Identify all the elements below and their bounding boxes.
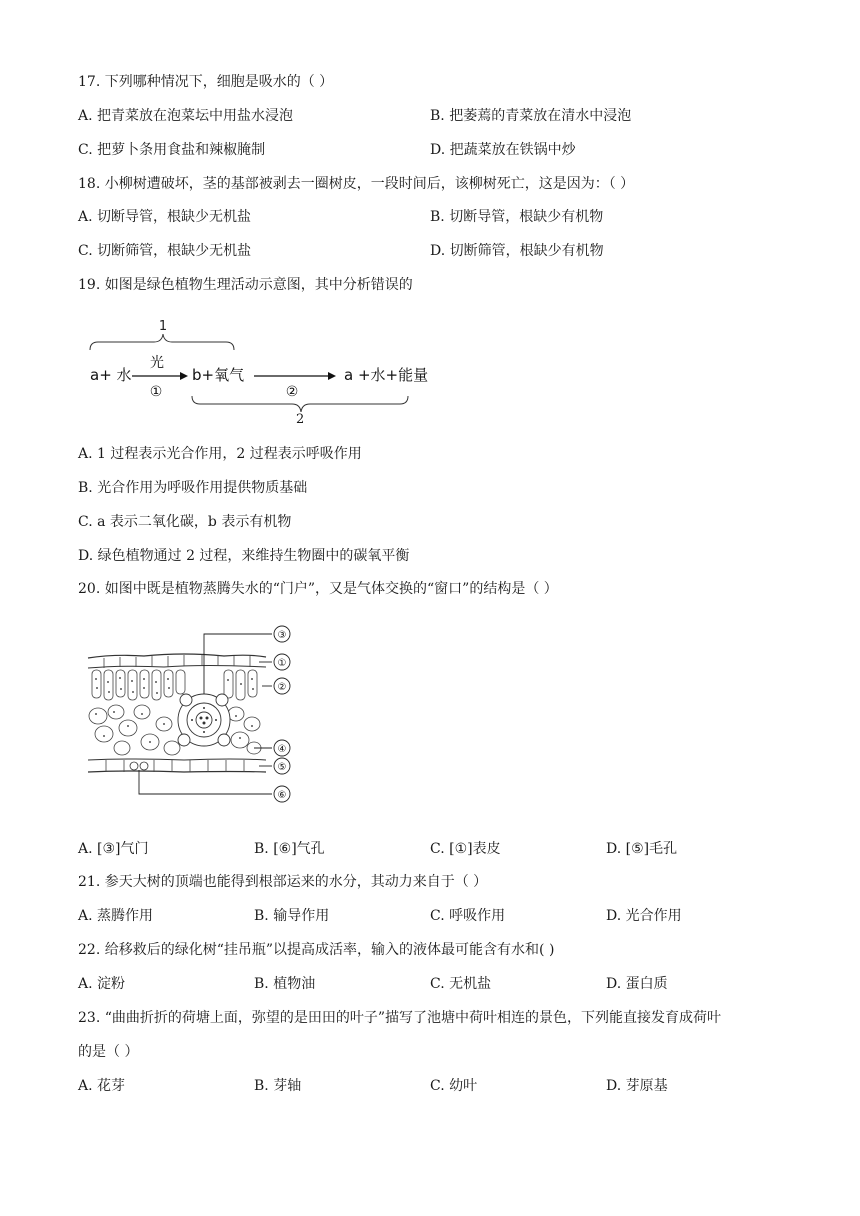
brace-bottom-label: 2 [296, 412, 305, 427]
q17-option-b: B. 把萎蔫的青菜放在清水中浸泡 [430, 108, 632, 124]
q18-option-d: D. 切断筛管，根缺少有机物 [430, 243, 604, 259]
label-1: ① [277, 658, 287, 669]
q23-option-d: D. 芽原基 [606, 1078, 668, 1094]
label-6: ⑥ [277, 790, 287, 801]
q17-option-a: A. 把青菜放在泡菜坛中用盐水浸泡 [78, 108, 294, 124]
brace-top [90, 334, 234, 350]
q18-option-a: A. 切断导管，根缺少无机盐 [78, 209, 252, 225]
label-3: ③ [277, 630, 287, 641]
question-20-stem: 20. 如图中既是植物蒸腾失水的“门户”，又是气体交换的“窗口”的结构是（ ） [78, 581, 558, 597]
brace-top-label: 1 [158, 319, 168, 334]
question-17-stem: 17. 下列哪种情况下，细胞是吸水的（ ） [78, 74, 334, 90]
q17-option-d: D. 把蔬菜放在铁锅中炒 [430, 142, 576, 158]
q22-option-b: B. 植物油 [254, 976, 316, 992]
photosynthesis-diagram [84, 312, 444, 412]
q18-option-c: C. 切断筛管，根缺少无机盐 [78, 243, 252, 259]
middle-products: b+氧气 [192, 366, 245, 384]
q20-option-c: C. [①]表皮 [430, 841, 501, 857]
q21-option-a: A. 蒸腾作用 [78, 908, 154, 924]
left-reactants: a+ 水 [90, 366, 132, 384]
q19-option-a: A. 1 过程表示光合作用，2 过程表示呼吸作用 [78, 446, 362, 462]
q19-option-c: C. a 表示二氧化碳，b 表示有机物 [78, 514, 292, 530]
label-5: ⑤ [277, 762, 287, 773]
q19-option-b: B. 光合作用为呼吸作用提供物质基础 [78, 480, 308, 496]
arrow1-number: ① [149, 384, 163, 400]
q22-option-c: C. 无机盐 [430, 976, 492, 992]
q23-option-c: C. 幼叶 [430, 1078, 478, 1094]
question-23-stem-cont: 的是（ ） [78, 1044, 139, 1060]
q21-option-d: D. 光合作用 [606, 908, 682, 924]
q19-option-d: D. 绿色植物通过 2 过程，来维持生物圈中的碳氧平衡 [78, 548, 410, 564]
label-4: ④ [277, 744, 287, 755]
q20-option-a: A. [③]气门 [78, 841, 149, 857]
q22-option-d: D. 蛋白质 [606, 976, 668, 992]
q21-option-c: C. 呼吸作用 [430, 908, 506, 924]
right-products: a +水+能量 [344, 366, 429, 384]
question-23-stem: 23. “曲曲折折的荷塘上面，弥望的是田田的叶子”描写了池塘中荷叶相连的景色，下列能直接发育成荷叶 [78, 1010, 722, 1026]
question-21-stem: 21. 参天大树的顶端也能得到根部运来的水分，其动力来自于（ ） [78, 874, 488, 890]
question-22-stem: 22. 给移救后的绿化树“挂吊瓶”以提高成活率，输入的液体最可能含有水和( ) [78, 942, 555, 958]
question-19-stem: 19. 如图是绿色植物生理活动示意图，其中分析错误的 [78, 277, 413, 293]
question-18-stem: 18. 小柳树遭破坏，茎的基部被剥去一圈树皮，一段时间后，该柳树死亡，这是因为：（ ） [78, 176, 635, 192]
q20-option-d: D. [⑤]毛孔 [606, 841, 678, 857]
q17-option-c: C. 把萝卜条用食盐和辣椒腌制 [78, 142, 266, 158]
leaf-cross-section-diagram [84, 624, 304, 806]
q23-option-b: B. 芽轴 [254, 1078, 302, 1094]
q18-option-b: B. 切断导管，根缺少有机物 [430, 209, 604, 225]
q22-option-a: A. 淀粉 [78, 976, 126, 992]
q23-option-a: A. 花芽 [78, 1078, 126, 1094]
q20-option-b: B. [⑥]气孔 [254, 841, 325, 857]
arrow1-light-label: 光 [150, 355, 164, 371]
label-2: ② [277, 682, 287, 693]
q21-option-b: B. 输导作用 [254, 908, 330, 924]
arrow2-number: ② [285, 384, 299, 400]
